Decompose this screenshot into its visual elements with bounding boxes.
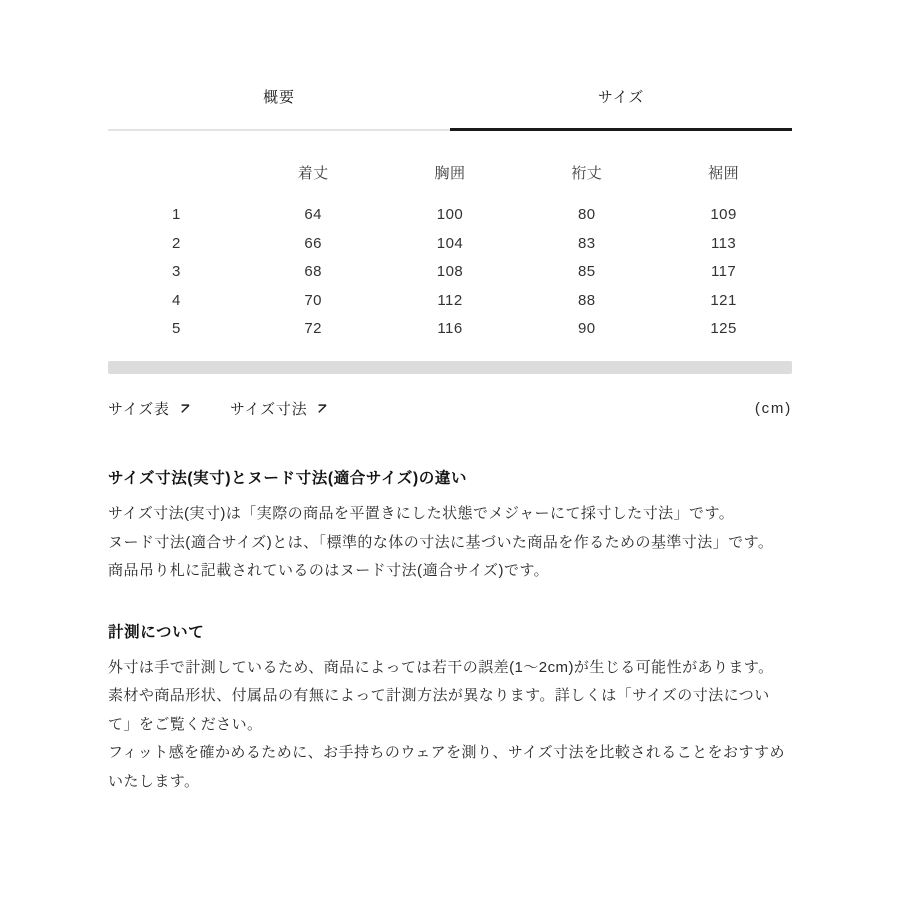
size-value: 117 xyxy=(710,263,737,281)
column-header-length: 着丈 xyxy=(297,164,329,182)
column-header-sleeve: 裄丈 xyxy=(571,164,603,182)
size-value: 100 xyxy=(436,206,464,224)
size-value: 113 xyxy=(710,234,737,252)
section-paragraph: サイズ寸法(実寸)は「実際の商品を平置きにした状態でメジャーにて採寸した寸法」です。 xyxy=(108,505,735,522)
size-label: 5 xyxy=(172,320,181,338)
size-label: 4 xyxy=(172,291,181,309)
column-header-hem: 裾囲 xyxy=(708,164,740,182)
table-row xyxy=(108,315,792,344)
tab-size[interactable]: サイズ xyxy=(450,78,792,131)
size-table xyxy=(108,158,792,343)
table-row xyxy=(108,229,792,258)
section-heading: 計測について xyxy=(108,623,205,641)
section-paragraph: 外寸は手で計測しているため、商品によっては若干の誤差(1〜2cm)が生じる可能性があります。 xyxy=(108,658,774,676)
section-paragraph: 素材や商品形状、付属品の有無によって計測方法が異なります。詳しくは「サイズの寸法について」をご覧ください。 xyxy=(108,687,770,733)
size-value: 70 xyxy=(304,291,322,309)
size-value: 80 xyxy=(577,206,596,224)
size-value: 90 xyxy=(577,320,596,338)
table-row xyxy=(108,258,792,287)
section-size-definition xyxy=(108,466,792,586)
table-row xyxy=(108,201,792,230)
section-paragraph: 商品吊り札に記載されているのはヌード寸法(適合サイズ)です。 xyxy=(108,562,550,579)
size-value: 83 xyxy=(577,234,596,252)
links-row xyxy=(108,398,792,419)
section-paragraph: フィット感を確かめるために、お手持ちのウェアを測り、サイズ寸法を比較されることをおすすめいたします。 xyxy=(108,744,785,790)
section-heading: サイズ寸法(実寸)とヌード寸法(適合サイズ)の違い xyxy=(108,470,468,487)
section-paragraph: ヌード寸法(適合サイズ)とは、「標準的な体の寸法に基づいた商品を作るための基準寸法」です。 xyxy=(108,533,774,551)
link-size-chart-label: サイズ表 xyxy=(108,401,170,418)
size-value: 121 xyxy=(710,291,737,309)
size-label: 1 xyxy=(172,206,181,224)
size-value: 112 xyxy=(437,291,463,309)
size-value: 104 xyxy=(436,234,464,252)
table-header-row xyxy=(108,158,792,187)
external-link-arrow-icon xyxy=(316,402,329,415)
external-link-arrow-icon xyxy=(179,402,192,415)
column-header-chest: 胸囲 xyxy=(434,164,466,182)
table-row xyxy=(108,286,792,315)
link-size-measurements[interactable] xyxy=(230,398,330,419)
tab-overview[interactable]: 概要 xyxy=(108,78,450,131)
size-value: 116 xyxy=(437,320,463,338)
size-value: 125 xyxy=(710,320,737,338)
tab-bar xyxy=(108,78,792,131)
size-value: 72 xyxy=(304,320,322,338)
size-label: 3 xyxy=(172,263,181,281)
link-size-measurements-label: サイズ寸法 xyxy=(229,401,308,418)
size-value: 88 xyxy=(577,291,596,309)
size-label: 2 xyxy=(172,234,181,252)
size-value: 66 xyxy=(304,234,322,252)
size-value: 108 xyxy=(436,263,464,281)
link-size-chart[interactable] xyxy=(108,398,192,419)
size-value: 64 xyxy=(304,206,322,224)
size-value: 68 xyxy=(304,263,322,281)
size-guide-content xyxy=(108,78,792,796)
section-measurement-notes xyxy=(108,620,792,797)
unit-label: (cm) xyxy=(754,400,792,417)
size-value: 85 xyxy=(577,263,596,281)
horizontal-scrollbar[interactable] xyxy=(108,361,792,374)
size-value: 109 xyxy=(710,206,737,224)
size-table-body xyxy=(108,201,792,344)
